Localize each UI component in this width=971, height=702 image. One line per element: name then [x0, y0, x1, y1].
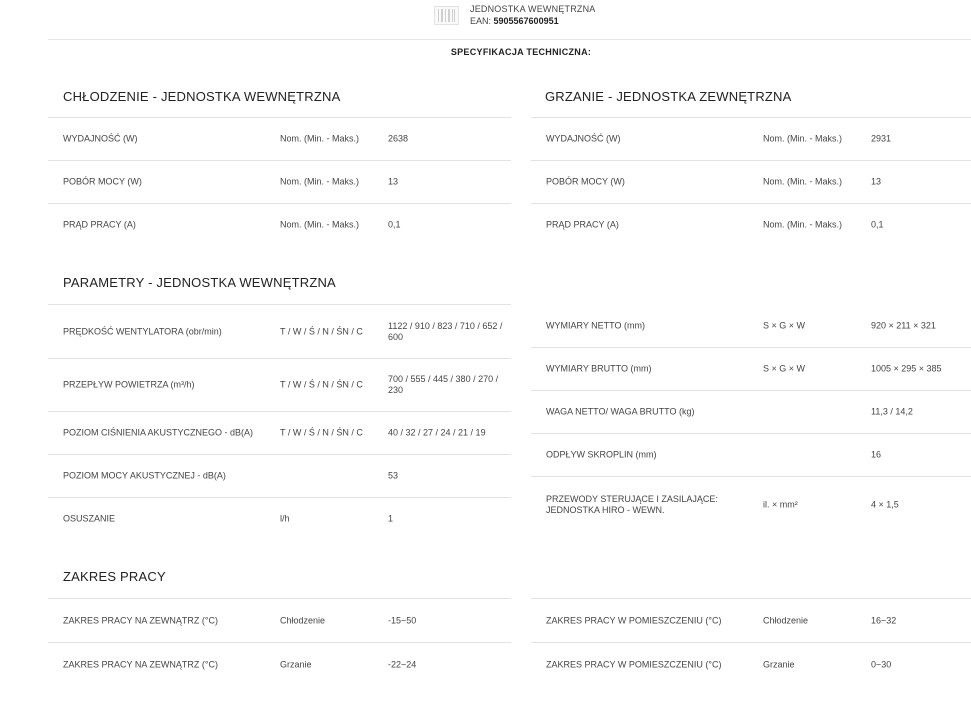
row-value: 920 × 211 × 321 — [871, 320, 936, 331]
section-title-heating: GRZANIE - JEDNOSTKA ZEWNĘTRZNA — [545, 89, 792, 104]
row-unit: Chłodzenie — [280, 615, 326, 625]
row-label: ZAKRES PRACY NA ZEWNĄTRZ (°C) — [63, 615, 218, 625]
spec-title: SPECYFIKACJA TECHNICZNA: — [450, 47, 592, 57]
row-unit: Nom. (Min. - Maks.) — [280, 133, 360, 144]
row-value: 1005 × 295 × 385 — [871, 363, 942, 374]
section-title-params: PARAMETRY - JEDNOSTKA WEWNĘTRZNA — [63, 275, 336, 290]
table-row — [48, 304, 511, 359]
row-label: ODPŁYW SKROPLIN (mm) — [546, 449, 657, 460]
table-dimensions — [531, 305, 971, 532]
table-row — [531, 305, 971, 348]
table-row — [48, 117, 511, 161]
product-ean: EAN: 5905567600951 — [470, 16, 559, 26]
table-row — [48, 161, 511, 204]
row-label: PRZEPŁYW POWIETRZA (m³/h) — [63, 379, 195, 390]
table-row — [48, 359, 511, 412]
barcode-icon — [434, 6, 459, 25]
row-unit: Nom. (Min. - Maks.) — [280, 219, 360, 230]
row-value: 11,3 / 14,2 — [871, 406, 913, 417]
table-row — [531, 477, 971, 532]
table-row — [48, 412, 511, 455]
table-row — [48, 204, 511, 246]
row-label: ZAKRES PRACY W POMIESZCZENIU (°C) — [546, 615, 722, 625]
row-unit: T / W / Ś / N / ŚN / C — [280, 379, 363, 390]
header-divider — [48, 39, 971, 40]
section-title-cooling: CHŁODZENIE - JEDNOSTKA WEWNĘTRZNA — [63, 89, 341, 104]
product-header — [0, 0, 971, 46]
product-name: JEDNOSTKA WEWNĘTRZNA — [470, 4, 596, 14]
table-row — [531, 643, 971, 686]
row-value: -15~50 — [388, 615, 417, 625]
row-label: WYMIARY BRUTTO (mm) — [546, 363, 652, 374]
row-unit: Chłodzenie — [763, 615, 809, 625]
row-label: POZIOM MOCY AKUSTYCZNEJ - dB(A) — [63, 470, 226, 481]
ean-value: 5905567600951 — [493, 16, 559, 26]
row-unit: l/h — [280, 513, 290, 524]
row-unit: Nom. (Min. - Maks.) — [763, 219, 843, 230]
row-value: 13 — [871, 176, 882, 187]
row-value: 1 — [388, 513, 394, 524]
row-unit: il. × mm² — [763, 499, 798, 509]
row-label: PRĘDKOŚĆ WENTYLATORA (obr/min) — [63, 326, 222, 336]
section-title-range: ZAKRES PRACY — [63, 569, 166, 584]
row-label: ZAKRES PRACY W POMIESZCZENIU (°C) — [546, 659, 722, 669]
row-label: OSUSZANIE — [63, 513, 116, 524]
row-value: 700 / 555 / 445 / 380 / 270 / 230 — [388, 374, 499, 395]
table-range-outdoor — [48, 598, 511, 686]
row-unit: Nom. (Min. - Maks.) — [280, 176, 360, 187]
table-params — [48, 304, 511, 540]
row-value: 16 — [871, 449, 882, 460]
table-cooling — [48, 117, 511, 246]
row-unit: Nom. (Min. - Maks.) — [763, 176, 843, 187]
row-label: POBÓR MOCY (W) — [63, 176, 142, 187]
row-label: WYMIARY NETTO (mm) — [546, 320, 645, 331]
table-row — [48, 643, 511, 686]
row-unit: T / W / Ś / N / ŚN / C — [280, 427, 363, 438]
row-value: 4 × 1,5 — [871, 499, 899, 509]
row-value: 0,1 — [871, 219, 884, 230]
table-row — [531, 204, 971, 246]
row-unit: Nom. (Min. - Maks.) — [763, 133, 843, 144]
row-value: 53 — [388, 470, 399, 481]
table-row — [531, 161, 971, 204]
table-range-indoor — [531, 598, 971, 686]
table-row — [531, 391, 971, 434]
row-label: ZAKRES PRACY NA ZEWNĄTRZ (°C) — [63, 659, 218, 669]
row-value: 2931 — [871, 133, 892, 144]
row-unit: T / W / Ś / N / ŚN / C — [280, 326, 363, 336]
table-row — [531, 117, 971, 161]
row-unit: Grzanie — [763, 659, 795, 669]
row-value: 40 / 32 / 27 / 24 / 21 / 19 — [388, 427, 486, 438]
row-value: 13 — [388, 176, 399, 187]
row-value: -22~24 — [388, 659, 417, 669]
row-unit: Grzanie — [280, 659, 312, 669]
table-row — [531, 434, 971, 477]
row-value: 2638 — [388, 133, 409, 144]
table-row — [531, 348, 971, 391]
row-value: 0~30 — [871, 659, 892, 669]
table-row — [48, 598, 511, 643]
row-label: WYDAJNOŚĆ (W) — [546, 133, 621, 144]
row-value: 0,1 — [388, 219, 401, 230]
row-label: POZIOM CIŚNIENIA AKUSTYCZNEGO - dB(A) — [63, 427, 254, 438]
row-label: PRĄD PRACY (A) — [546, 219, 619, 230]
row-label: POBÓR MOCY (W) — [546, 176, 625, 187]
table-row — [531, 598, 971, 643]
row-label: WAGA NETTO/ WAGA BRUTTO (kg) — [546, 406, 695, 417]
row-unit: S × G × W — [763, 320, 806, 331]
row-label: PRZEWODY STERUJĄCE I ZASILAJĄCE: JEDNOSTKA HIRO - WEWN. — [546, 493, 718, 515]
table-row — [48, 498, 511, 540]
table-heating — [531, 117, 971, 246]
row-unit: S × G × W — [763, 363, 806, 374]
row-value: 16~32 — [871, 615, 897, 625]
row-value: 1122 / 910 / 823 / 710 / 652 / 600 — [388, 320, 503, 342]
table-row — [48, 455, 511, 498]
row-label: WYDAJNOŚĆ (W) — [63, 133, 138, 144]
row-label: PRĄD PRACY (A) — [63, 219, 136, 230]
